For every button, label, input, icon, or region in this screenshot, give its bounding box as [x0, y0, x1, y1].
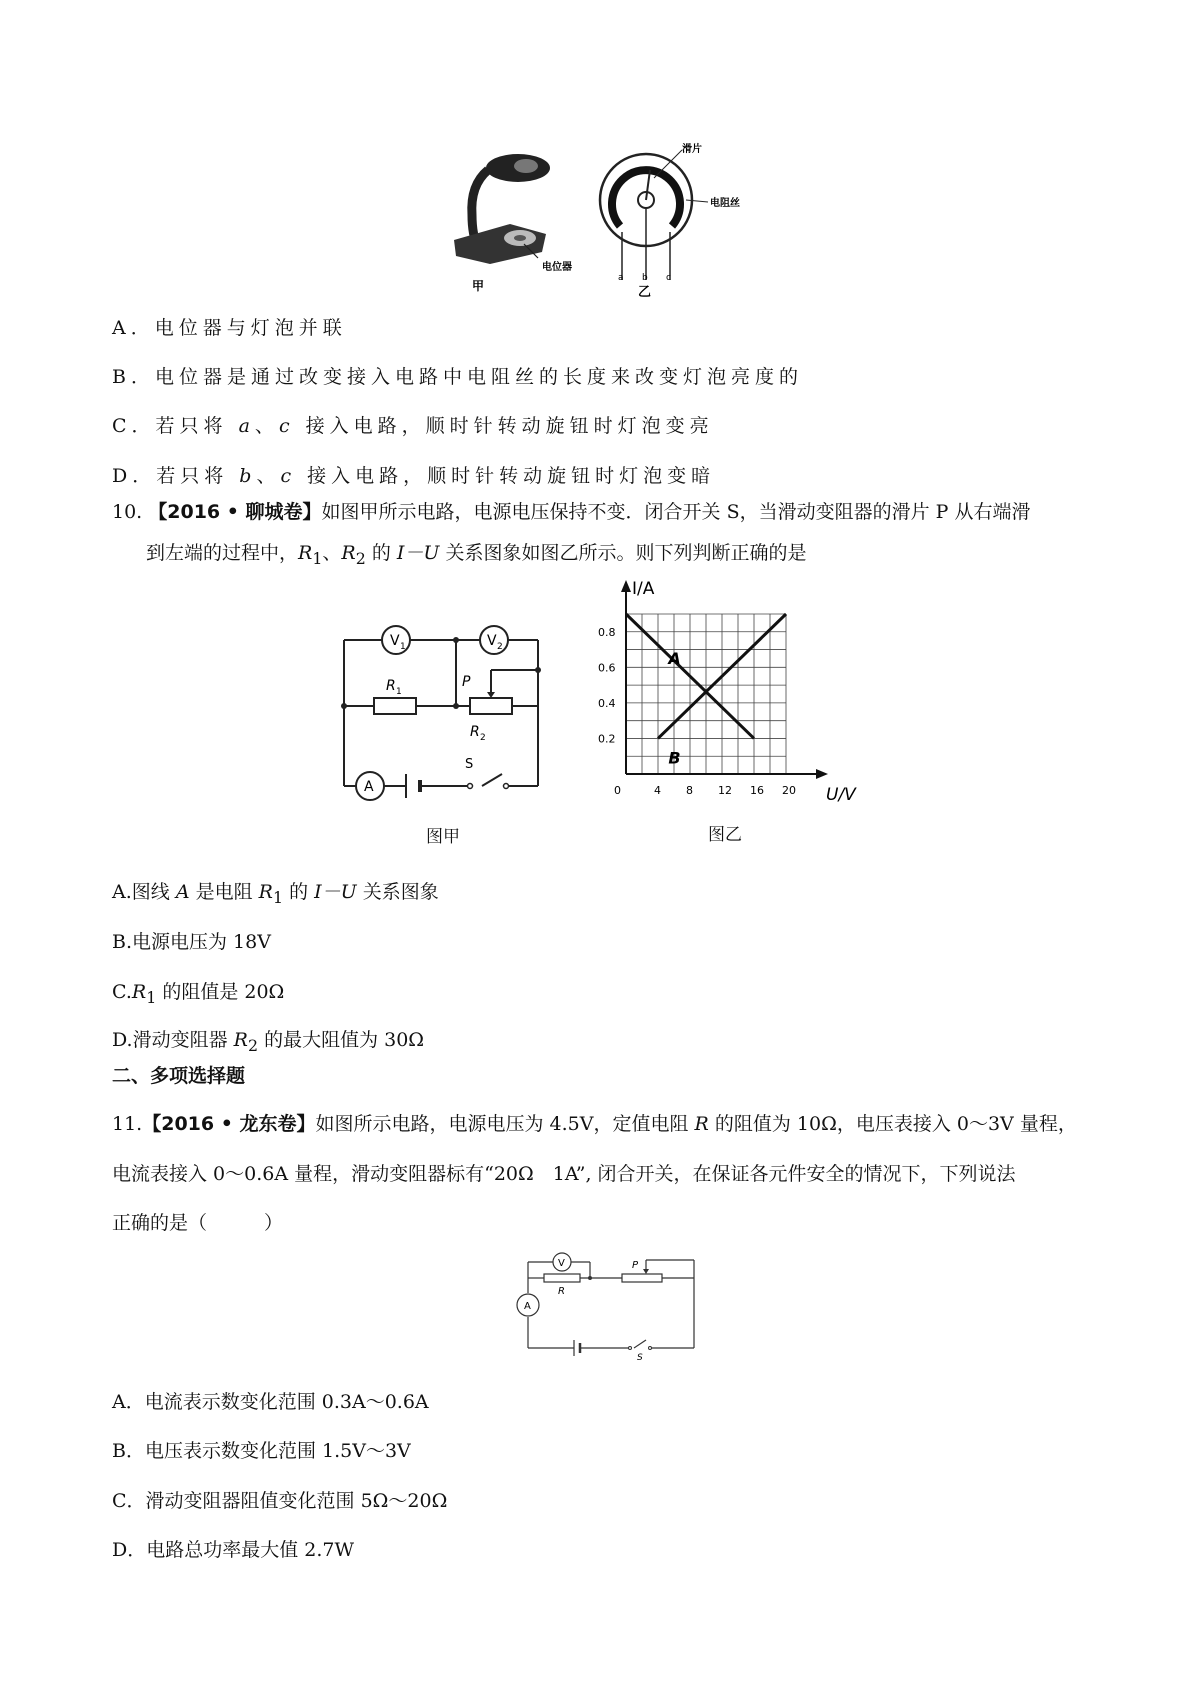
option-letter: C．	[112, 1490, 146, 1512]
q11-circuit-diagram	[510, 1248, 700, 1360]
option-text: 接入电路，顺时针转动旋钮时灯泡变亮	[294, 415, 714, 437]
x-axis-arrow	[816, 769, 828, 779]
option-letter: B．	[112, 366, 155, 388]
q11-stem-line2: 电流表接入 0～0.6A 量程，滑动变阻器标有“20Ω 1A”, 闭合开关，在保证各元件安全的情况下，下列说法	[112, 1163, 1016, 1185]
voltmeter-label: V	[558, 1258, 565, 1269]
r1-subscript: 1	[312, 548, 323, 568]
desk-lamp-illustration	[454, 154, 550, 264]
option-text: 电源电压为 18V	[132, 931, 271, 953]
v1-meter-label: V	[390, 633, 400, 649]
r-symbol: R	[694, 1113, 709, 1135]
ammeter-label: A	[364, 779, 374, 795]
option-letter: A．	[112, 1391, 145, 1413]
r-symbol: R	[233, 1029, 248, 1051]
option-letter: D．	[112, 465, 157, 487]
x-tick-label: 20	[782, 784, 796, 797]
q10-circuit-diagram	[330, 610, 560, 850]
iu-symbol: I－U	[314, 881, 357, 903]
v2-meter-label: V	[487, 633, 497, 649]
x-tick-label: 12	[718, 784, 732, 797]
terminal-a-label: a	[618, 273, 624, 283]
y-axis-arrow	[621, 580, 631, 592]
y-tick-label: 0.4	[598, 696, 616, 710]
series-label-a: A	[668, 648, 681, 668]
r2-label: R	[470, 724, 480, 740]
option-text: 电位器是通过改变接入电路中电阻丝的长度来改变灯泡亮度的	[154, 366, 803, 388]
option-text: 电压表示数变化范围 1.5V～3V	[144, 1440, 411, 1462]
terminal-var: b	[239, 465, 257, 487]
y-tick-label: 0.6	[598, 661, 616, 675]
resistor-r-label: R	[558, 1286, 565, 1297]
v1-meter-sub: 1	[400, 642, 406, 652]
potentiometer-label: 电位器	[542, 262, 572, 273]
option-text: 、	[256, 465, 281, 487]
q9-option-c	[112, 412, 714, 440]
r2-symbol: R	[341, 542, 356, 564]
q11-option-c	[112, 1487, 447, 1515]
switch-label: S	[637, 1353, 643, 1360]
q9-figure	[450, 140, 780, 300]
q10-option-c	[112, 978, 284, 1012]
q9-figure-svg	[450, 140, 780, 300]
x-axis-label: U/V	[826, 785, 856, 805]
figure-yi-label: 乙	[638, 285, 652, 300]
r-subscript: 1	[146, 987, 157, 1007]
q10-stem-line2	[146, 539, 806, 573]
option-text: 的最大阻值为 30Ω	[258, 1029, 425, 1051]
option-text: 滑动变阻器	[132, 1029, 234, 1051]
r2-label-sub: 2	[480, 733, 486, 743]
q9-option-b	[112, 363, 803, 391]
option-text: 关系图象	[356, 881, 439, 903]
question-text: 如图所示电路，电源电压为 4.5V，定值电阻	[315, 1113, 695, 1135]
q9-option-d	[112, 462, 715, 490]
q11-option-b	[112, 1437, 411, 1465]
series-label-b: B	[668, 748, 681, 768]
q10-circuit-svg	[330, 610, 560, 850]
option-text: 图线	[131, 881, 176, 903]
x-tick-label: 16	[750, 784, 764, 797]
option-letter: B．	[112, 1440, 145, 1462]
ammeter-label: A	[524, 1301, 531, 1312]
question-text: 如图甲所示电路，电源电压保持不变．闭合开关 S，当滑动变阻器的滑片 P 从右端滑	[321, 501, 1031, 523]
question-number: 11.	[112, 1113, 143, 1135]
iu-chart-svg	[590, 578, 890, 808]
slider-p-label: P	[462, 674, 471, 690]
option-letter: C.	[112, 981, 132, 1003]
question-text: 到左端的过程中，	[146, 542, 299, 564]
terminal-var: a	[238, 415, 255, 437]
chart-axes	[621, 580, 828, 779]
option-text: 滑动变阻器阻值变化范围 5Ω～20Ω	[145, 1490, 448, 1512]
figure-jia-label: 甲	[472, 279, 485, 293]
option-letter: C．	[112, 415, 156, 437]
x-tick-label: 4	[654, 784, 661, 797]
question-number: 10.	[112, 501, 143, 523]
separator: 、	[322, 542, 342, 564]
r-symbol: R	[131, 981, 147, 1003]
iu-symbol: I－U	[396, 542, 440, 564]
option-letter: B.	[112, 931, 133, 953]
option-text: 的阻值是 20Ω	[156, 981, 285, 1003]
q11-circuit-svg	[510, 1248, 700, 1360]
chart-ticks	[598, 626, 796, 797]
figure-jia-caption: 图甲	[426, 827, 460, 847]
slider-label: 滑片	[682, 144, 702, 155]
r-subscript: 1	[272, 887, 284, 907]
v2-meter-sub: 2	[497, 642, 503, 652]
option-letter: D．	[112, 1539, 147, 1561]
option-text: 若只将	[156, 465, 240, 487]
q9-option-a	[112, 314, 347, 342]
option-letter: A.	[112, 881, 132, 903]
r2-subscript: 2	[355, 548, 366, 568]
terminal-b-label: b	[642, 273, 648, 283]
r1-symbol: R	[298, 542, 313, 564]
section-heading: 二、多项选择题	[112, 1065, 246, 1087]
x-tick-label: 0	[614, 784, 621, 797]
option-text: 电位器与灯泡并联	[154, 317, 347, 339]
q11-stem-line1	[112, 1110, 1077, 1138]
y-axis-label: I/A	[632, 579, 655, 599]
option-text: 是电阻	[189, 881, 259, 903]
option-letter: A．	[112, 317, 155, 339]
slider-p-label: P	[632, 1260, 639, 1271]
option-text: 电路总功率最大值 2.7W	[146, 1539, 355, 1561]
question-source: 【2016 • 聊城卷】	[148, 501, 322, 523]
option-text: 、	[254, 415, 279, 437]
option-letter: D.	[112, 1029, 133, 1051]
resistance-wire-label: 电阻丝	[710, 198, 740, 209]
option-text: 的	[283, 881, 315, 903]
question-source: 【2016 • 龙东卷】	[142, 1113, 316, 1135]
potentiometer-schematic	[600, 150, 708, 280]
q10-stem-line1	[112, 498, 1030, 526]
q11-stem-line3: 正确的是（ ）	[112, 1212, 284, 1234]
x-tick-label: 8	[686, 784, 693, 797]
q10-iu-chart	[590, 578, 890, 850]
terminal-c-label: c	[666, 273, 671, 283]
question-text: 的阻值为 10Ω，电压表接入 0～3V 量程，	[708, 1113, 1077, 1135]
q10-option-d	[112, 1026, 424, 1060]
terminal-var: c	[278, 415, 295, 437]
option-text: 若只将	[155, 415, 239, 437]
r-subscript: 2	[247, 1035, 259, 1055]
q10-option-b	[112, 928, 271, 956]
line-a-symbol: A	[175, 881, 190, 903]
option-text: 电流表示数变化范围 0.3A～0.6A	[144, 1391, 429, 1413]
q10-option-a	[112, 878, 439, 912]
r1-label-sub: 1	[396, 687, 402, 697]
r1-label: R	[386, 678, 396, 694]
question-text: 的	[365, 542, 397, 564]
option-text: 接入电路，顺时针转动旋钮时灯泡变暗	[296, 465, 716, 487]
r-symbol: R	[258, 881, 273, 903]
terminal-var: c	[280, 465, 297, 487]
switch-label: S	[465, 757, 474, 772]
y-tick-label: 0.8	[598, 625, 616, 639]
q11-option-d	[112, 1536, 354, 1564]
y-tick-label: 0.2	[598, 732, 616, 746]
figure-yi-caption: 图乙	[708, 825, 742, 845]
q11-option-a	[112, 1388, 429, 1416]
question-text: 关系图象如图乙所示。则下列判断正确的是	[439, 542, 807, 564]
